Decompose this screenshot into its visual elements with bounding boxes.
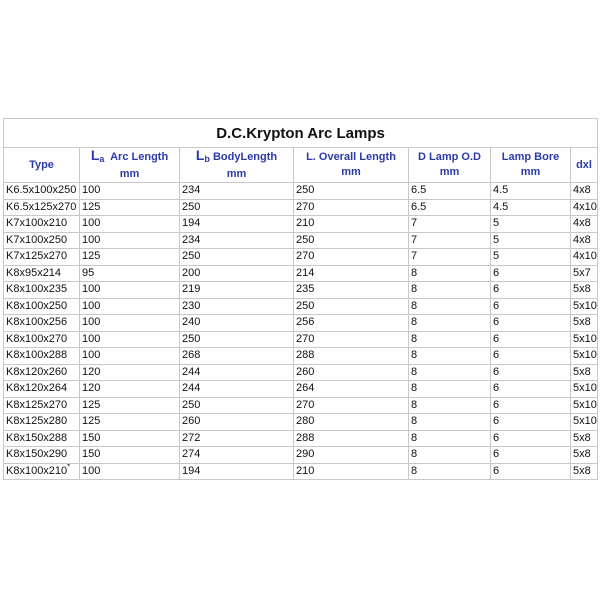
- lamp-type-label: K8x100x235: [6, 283, 68, 296]
- cell-type: [4, 216, 80, 233]
- cell-overall: 288: [294, 348, 409, 365]
- cell-dxl: 5x8: [571, 315, 598, 332]
- table-row: [4, 364, 598, 381]
- header-od-unit: mm: [439, 166, 460, 178]
- header-bore-unit: mm: [520, 166, 541, 178]
- lamp-type-label: K8x100x250: [6, 299, 68, 312]
- cell-body: 250: [180, 199, 294, 216]
- table-title-row: [4, 119, 598, 148]
- lamp-type-label: K7x100x250: [6, 233, 68, 246]
- cell-dxl: 5x8: [571, 447, 598, 464]
- cell-type: [4, 331, 80, 348]
- cell-arc: 125: [80, 199, 180, 216]
- header-arc-label: Arc Length: [110, 151, 169, 163]
- cell-od: 8: [409, 331, 491, 348]
- table-body: [4, 183, 598, 480]
- header-overall-label: L. Overall Length: [306, 151, 396, 163]
- cell-od: 8: [409, 348, 491, 365]
- header-lamp-bore: [491, 148, 571, 183]
- lamp-table-frame: [3, 118, 597, 480]
- lamp-type-label: K8x95x214: [6, 266, 62, 279]
- cell-type: [4, 348, 80, 365]
- cell-od: 8: [409, 298, 491, 315]
- cell-bore: 6: [491, 315, 571, 332]
- table-row: [4, 430, 598, 447]
- cell-overall: 214: [294, 265, 409, 282]
- cell-od: 8: [409, 414, 491, 431]
- cell-dxl: 5x10: [571, 331, 598, 348]
- krypton-lamp-table: [3, 118, 598, 480]
- cell-body: 272: [180, 430, 294, 447]
- cell-od: 8: [409, 397, 491, 414]
- cell-dxl: 5x8: [571, 463, 598, 480]
- cell-od: 8: [409, 430, 491, 447]
- cell-overall: 270: [294, 199, 409, 216]
- footnote-mark: *: [67, 463, 71, 472]
- cell-overall: 270: [294, 397, 409, 414]
- lamp-type-label: K8x100x270: [6, 332, 68, 345]
- header-body-symbol: L: [195, 147, 205, 163]
- cell-arc: 100: [80, 216, 180, 233]
- cell-arc: 95: [80, 265, 180, 282]
- cell-arc: 100: [80, 463, 180, 480]
- header-arc-symbol: L: [90, 147, 100, 163]
- cell-body: 250: [180, 397, 294, 414]
- cell-bore: 6: [491, 265, 571, 282]
- cell-type: [4, 249, 80, 266]
- cell-body: 244: [180, 364, 294, 381]
- header-body-length: [180, 148, 294, 183]
- cell-bore: 6: [491, 282, 571, 299]
- header-type: Type: [4, 148, 80, 183]
- cell-body: 268: [180, 348, 294, 365]
- cell-dxl: 4x10: [571, 249, 598, 266]
- lamp-type-label: K8x125x270: [6, 398, 68, 411]
- lamp-type-label: K8x150x290: [6, 448, 68, 461]
- cell-overall: 250: [294, 183, 409, 200]
- table-row: [4, 183, 598, 200]
- header-lamp-od: [409, 148, 491, 183]
- cell-type: [4, 282, 80, 299]
- cell-arc: 125: [80, 249, 180, 266]
- cell-type: [4, 414, 80, 431]
- cell-dxl: 4x8: [571, 183, 598, 200]
- cell-dxl: 5x10: [571, 298, 598, 315]
- cell-type: [4, 397, 80, 414]
- cell-arc: 150: [80, 430, 180, 447]
- cell-od: 8: [409, 265, 491, 282]
- table-row: [4, 447, 598, 464]
- header-od-label: D Lamp O.D: [418, 151, 481, 163]
- table-row: [4, 348, 598, 365]
- cell-bore: 6: [491, 348, 571, 365]
- lamp-type-label: K8x120x260: [6, 365, 68, 378]
- cell-bore: 6: [491, 447, 571, 464]
- table-row: [4, 381, 598, 398]
- cell-body: 274: [180, 447, 294, 464]
- cell-body: 250: [180, 331, 294, 348]
- cell-bore: 4.5: [491, 183, 571, 200]
- cell-arc: 100: [80, 282, 180, 299]
- cell-overall: 270: [294, 331, 409, 348]
- cell-dxl: 5x8: [571, 282, 598, 299]
- cell-type: [4, 315, 80, 332]
- header-body-unit: mm: [226, 168, 247, 180]
- cell-od: 8: [409, 463, 491, 480]
- cell-od: 8: [409, 282, 491, 299]
- cell-bore: 6: [491, 414, 571, 431]
- table-row: [4, 216, 598, 233]
- cell-dxl: 5x10: [571, 414, 598, 431]
- cell-overall: 235: [294, 282, 409, 299]
- cell-overall: 288: [294, 430, 409, 447]
- cell-type: [4, 298, 80, 315]
- cell-type: [4, 447, 80, 464]
- table-header-row: [4, 148, 598, 183]
- cell-arc: 120: [80, 364, 180, 381]
- cell-overall: 250: [294, 298, 409, 315]
- cell-od: 8: [409, 315, 491, 332]
- table-row: [4, 463, 598, 480]
- table-row: [4, 414, 598, 431]
- cell-type: [4, 232, 80, 249]
- cell-overall: 210: [294, 216, 409, 233]
- table-row: [4, 282, 598, 299]
- cell-od: 8: [409, 381, 491, 398]
- cell-dxl: 5x10: [571, 348, 598, 365]
- cell-bore: 6: [491, 381, 571, 398]
- cell-arc: 125: [80, 397, 180, 414]
- lamp-type-label: K6.5x125x270: [6, 200, 77, 213]
- header-arc-unit: mm: [119, 168, 140, 180]
- cell-body: 244: [180, 381, 294, 398]
- cell-type: [4, 364, 80, 381]
- header-overall-unit: mm: [341, 166, 361, 178]
- header-body-label: BodyLength: [212, 151, 278, 163]
- cell-bore: 6: [491, 397, 571, 414]
- cell-body: 240: [180, 315, 294, 332]
- cell-bore: 6: [491, 364, 571, 381]
- cell-bore: 6: [491, 430, 571, 447]
- cell-od: 6.5: [409, 199, 491, 216]
- cell-od: 7: [409, 216, 491, 233]
- cell-bore: 5: [491, 232, 571, 249]
- table-row: [4, 232, 598, 249]
- cell-body: 234: [180, 183, 294, 200]
- cell-body: 219: [180, 282, 294, 299]
- cell-bore: 4.5: [491, 199, 571, 216]
- cell-arc: 100: [80, 183, 180, 200]
- cell-type: [4, 199, 80, 216]
- cell-overall: 260: [294, 364, 409, 381]
- table-row: [4, 331, 598, 348]
- cell-overall: 280: [294, 414, 409, 431]
- header-bore-label: Lamp Bore: [501, 151, 560, 163]
- cell-bore: 5: [491, 216, 571, 233]
- cell-body: 260: [180, 414, 294, 431]
- cell-bore: 6: [491, 331, 571, 348]
- lamp-type-label: K8x125x280: [6, 415, 68, 428]
- table-title: D.C.Krypton Arc Lamps: [4, 119, 598, 148]
- cell-type: [4, 265, 80, 282]
- table-row: [4, 315, 598, 332]
- cell-overall: 210: [294, 463, 409, 480]
- cell-arc: 100: [80, 331, 180, 348]
- cell-bore: 6: [491, 298, 571, 315]
- cell-dxl: 5x10: [571, 397, 598, 414]
- table-row: [4, 249, 598, 266]
- lamp-type-label: K8x120x264: [6, 382, 68, 395]
- cell-body: 234: [180, 232, 294, 249]
- cell-dxl: 5x8: [571, 430, 598, 447]
- cell-type: [4, 183, 80, 200]
- cell-body: 194: [180, 216, 294, 233]
- lamp-type-label: K8x100x210: [6, 464, 68, 477]
- cell-arc: 125: [80, 414, 180, 431]
- table-row: [4, 265, 598, 282]
- cell-bore: 5: [491, 249, 571, 266]
- lamp-type-label: K6.5x100x250: [6, 184, 77, 197]
- cell-od: 7: [409, 249, 491, 266]
- lamp-type-label: K7x125x270: [6, 250, 68, 263]
- cell-arc: 100: [80, 315, 180, 332]
- header-arc-length: [80, 148, 180, 183]
- lamp-type-label: K8x100x288: [6, 349, 68, 362]
- header-body-subscript: b: [204, 154, 210, 164]
- lamp-type-label: K8x100x256: [6, 316, 68, 329]
- cell-arc: 100: [80, 298, 180, 315]
- header-overall-length: [294, 148, 409, 183]
- table-row: [4, 199, 598, 216]
- cell-type: [4, 463, 80, 480]
- cell-overall: 290: [294, 447, 409, 464]
- cell-overall: 250: [294, 232, 409, 249]
- cell-bore: 6: [491, 463, 571, 480]
- cell-arc: 150: [80, 447, 180, 464]
- cell-od: 7: [409, 232, 491, 249]
- cell-arc: 100: [80, 348, 180, 365]
- cell-dxl: 5x8: [571, 364, 598, 381]
- cell-dxl: 4x8: [571, 216, 598, 233]
- cell-type: [4, 381, 80, 398]
- cell-body: 250: [180, 249, 294, 266]
- cell-type: [4, 430, 80, 447]
- cell-od: 8: [409, 364, 491, 381]
- table-row: [4, 397, 598, 414]
- cell-overall: 256: [294, 315, 409, 332]
- header-arc-subscript: a: [99, 154, 105, 164]
- header-dxl: dxl: [571, 148, 598, 183]
- cell-overall: 264: [294, 381, 409, 398]
- cell-dxl: 4x8: [571, 232, 598, 249]
- cell-dxl: 4x10: [571, 199, 598, 216]
- cell-body: 230: [180, 298, 294, 315]
- cell-arc: 120: [80, 381, 180, 398]
- cell-arc: 100: [80, 232, 180, 249]
- cell-overall: 270: [294, 249, 409, 266]
- lamp-type-label: K7x100x210: [6, 217, 68, 230]
- cell-od: 6.5: [409, 183, 491, 200]
- cell-dxl: 5x7: [571, 265, 598, 282]
- cell-body: 194: [180, 463, 294, 480]
- cell-body: 200: [180, 265, 294, 282]
- cell-dxl: 5x10: [571, 381, 598, 398]
- lamp-type-label: K8x150x288: [6, 431, 68, 444]
- table-row: [4, 298, 598, 315]
- cell-od: 8: [409, 447, 491, 464]
